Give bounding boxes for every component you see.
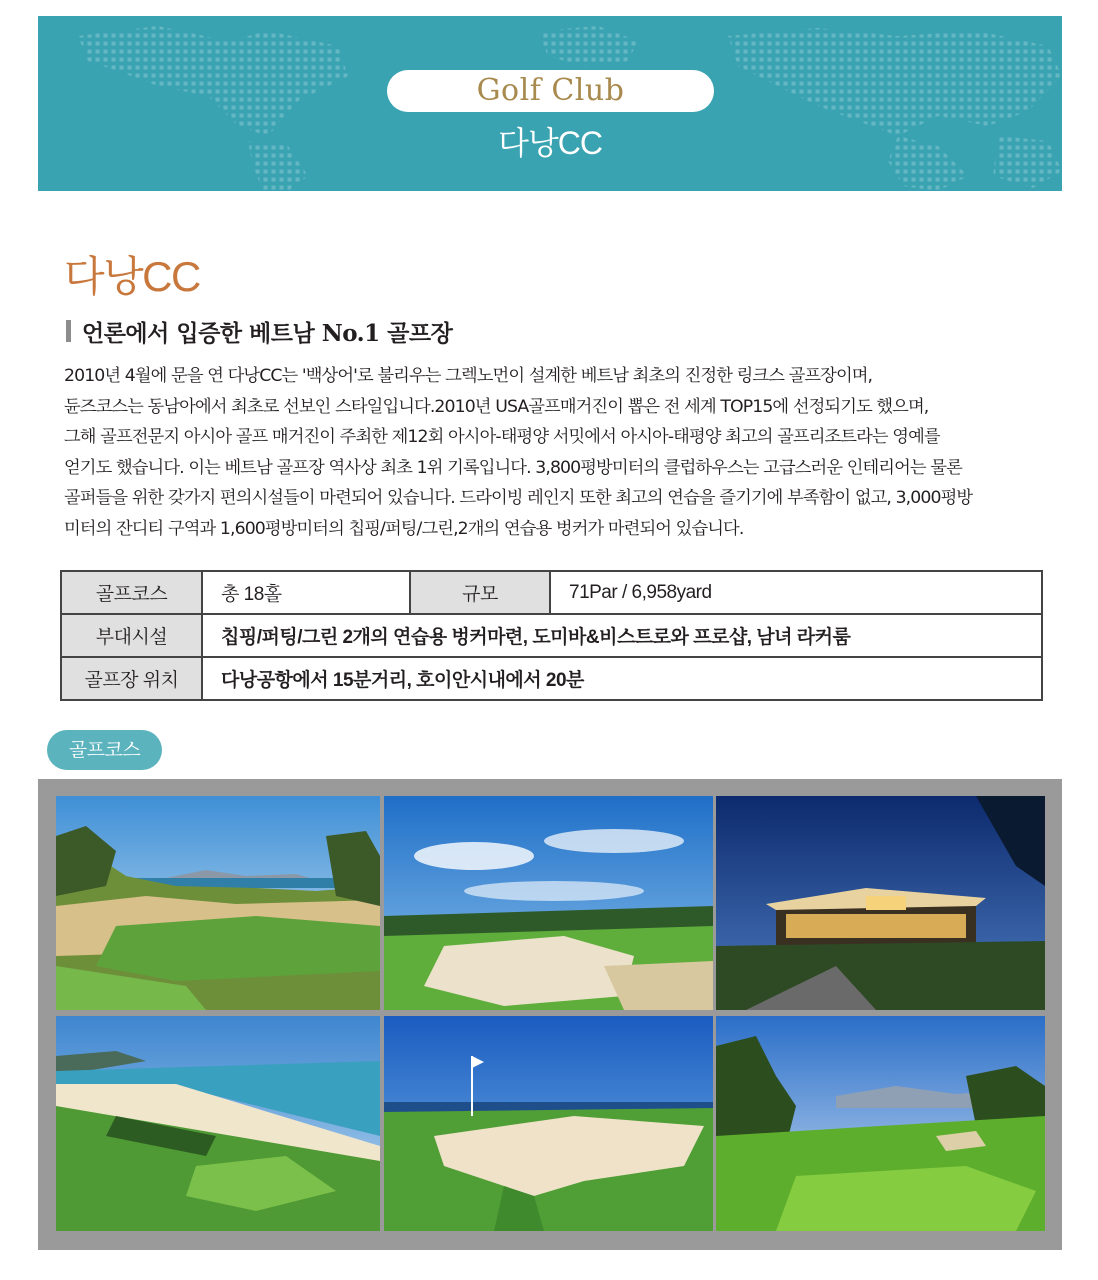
photo-course-green-flag [384,1016,713,1231]
golf-course-tab[interactable]: 골프코스 [47,730,162,770]
banner-subtitle: 다낭CC [497,125,603,161]
info-table [60,570,1043,701]
course-label-cell: 골프코스 [61,571,202,614]
facility-value-cell: 칩핑/퍼팅/그린 2개의 연습용 벙커마련, 도미바&비스트로와 프로샵, 남녀 라커룸 [202,614,1042,657]
header-banner [38,16,1062,191]
table-row [61,571,1042,614]
table-row [61,614,1042,657]
golf-club-kicker: Golf Club [476,73,625,108]
scale-label-cell: 규모 [410,571,550,614]
description-paragraph [64,361,1064,545]
section-heading-text: 언론에서 입증한 베트남 No.1 골프장 [82,319,453,347]
photo-clubhouse-night [716,796,1045,1010]
description-line: 듄즈코스는 동남아에서 최초로 선보인 스타일입니다.2010년 USA골프매거진이 뽑은 전 세계 TOP15에 선정되기도 했으며, [64,396,929,417]
facility-label-cell: 부대시설 [61,614,202,657]
course-value-cell: 총 18홀 [202,571,410,614]
description-line: 그해 골프전문지 아시아 골프 매거진이 주최한 제12회 아시아-태평양 서밋에서 아시아-태평양 최고의 골프리조트라는 영예를 [64,427,940,448]
description-line: 얻기도 했습니다. 이는 베트남 골프장 역사상 최초 1위 기록입니다. 3,800평방미터의 클럽하우스는 고급스러운 인테리어는 물론 [64,457,962,478]
page-title: 다낭CC [64,253,200,300]
photo-course-bunker-fairway [384,796,713,1010]
golf-club-badge [387,70,714,112]
photo-course-pine-fairway [716,1016,1045,1231]
section-heading [66,313,452,349]
table-row [61,657,1042,700]
description-line: 골퍼들을 위한 갖가지 편의시설들이 마련되어 있습니다. 드라이빙 레인지 또한 최고의 연습을 즐기기에 부족함이 없고, 3,000평방 [64,488,973,509]
description-line: 2010년 4월에 문을 연 다낭CC는 '백상어'로 불리우는 그렉노먼이 설계한 베트남 최초의 진정한 링크스 골프장이며, [64,366,873,386]
scale-value-cell: 71Par / 6,958yard [550,571,1042,614]
photo-course-dunes-sea [56,796,380,1010]
photo-gallery [38,779,1062,1250]
location-value-cell: 다낭공항에서 15분거리, 호이안시내에서 20분 [202,657,1042,700]
photo-course-coastline [56,1016,380,1231]
description-line: 미터의 잔디티 구역과 1,600평방미터의 칩핑/퍼팅/그린,2개의 연습용 벙커가 마련되어 있습니다. [64,518,744,539]
heading-bar-decoration [66,320,71,342]
location-label-cell: 골프장 위치 [61,657,202,700]
